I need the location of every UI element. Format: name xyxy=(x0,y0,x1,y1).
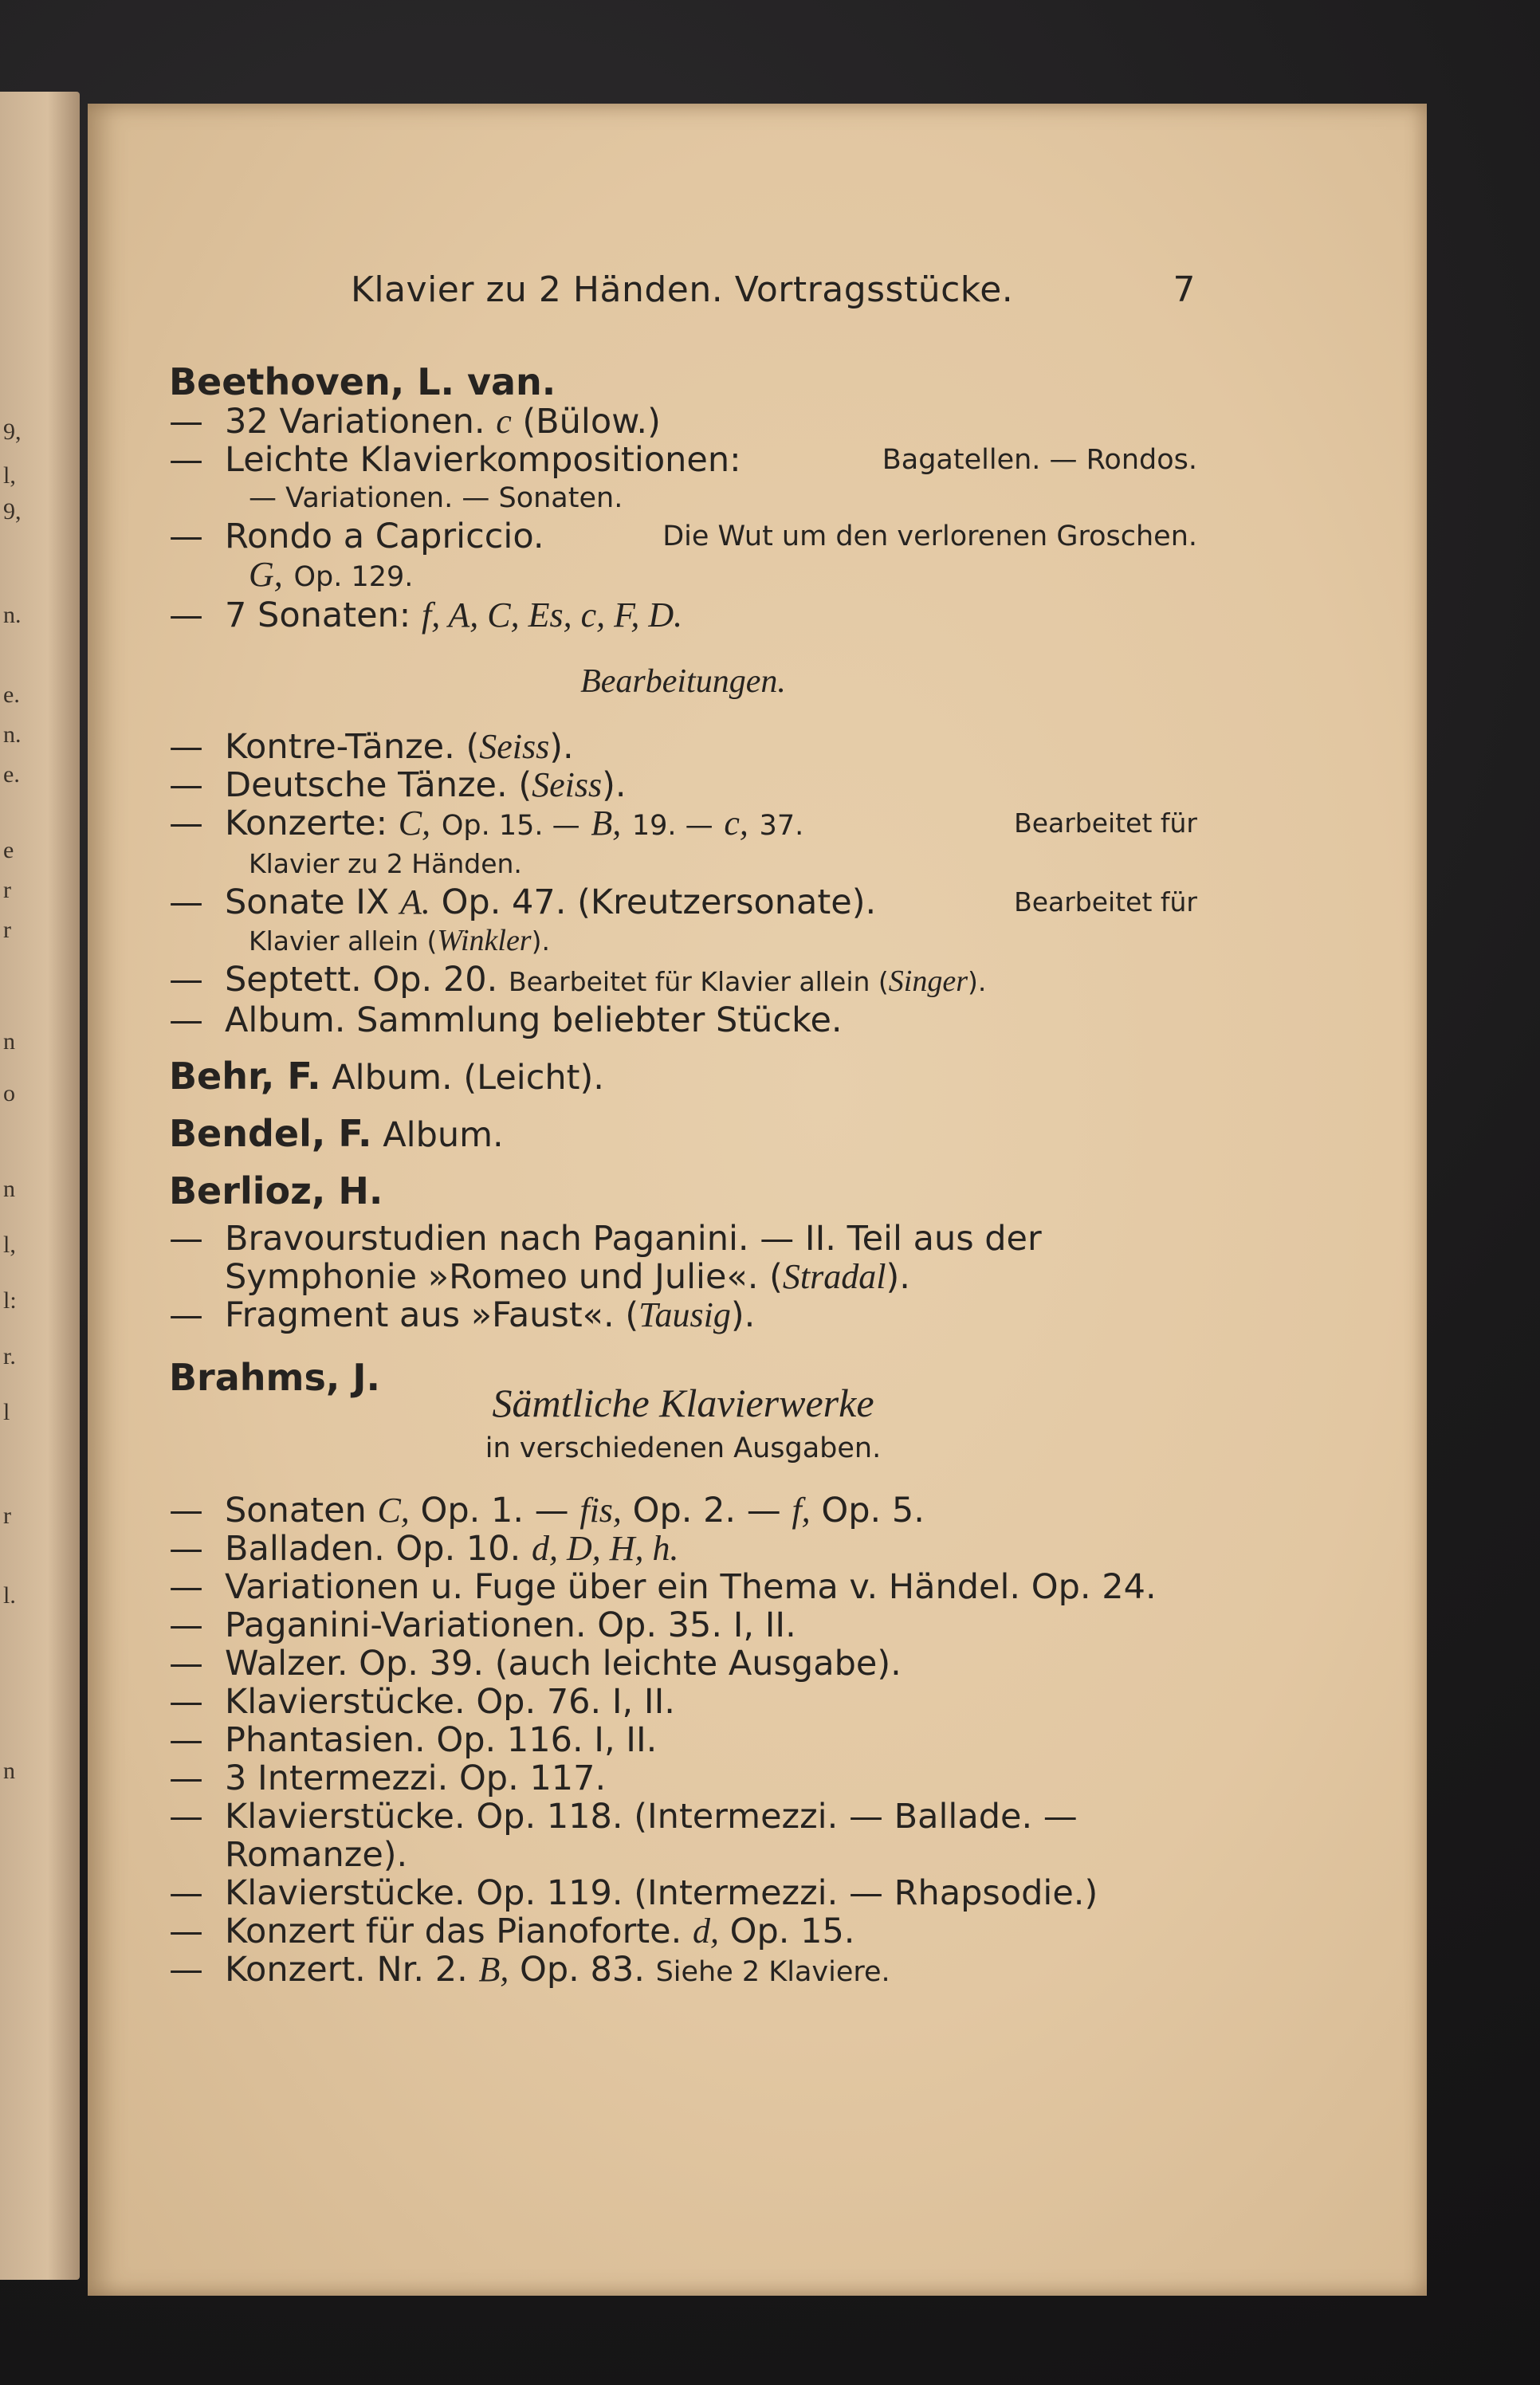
work-entry: — Sonate IX A. Op. 47. (Kreutzersonate). Bearbeitet für xyxy=(169,882,1197,922)
work-continuation xyxy=(169,556,1197,596)
dash: — xyxy=(169,1295,203,1335)
edge-fragment: r xyxy=(3,1503,11,1529)
dash: — xyxy=(169,402,203,442)
edge-fragment: 9, xyxy=(3,498,22,525)
work-note: Siehe 2 Klaviere. xyxy=(655,1956,890,1988)
arranger: Seiss xyxy=(479,727,550,766)
work-continuation: Romanze). xyxy=(225,1835,408,1875)
work-entry xyxy=(169,1874,1197,1912)
work-entry xyxy=(169,403,1197,441)
dash: — xyxy=(169,1000,203,1040)
work-title: Kontre-Tänze. ( xyxy=(225,727,480,767)
dash: — xyxy=(169,1567,203,1607)
edge-fragment: n. xyxy=(3,602,22,628)
work-continuation: — Variationen. — Sonaten. xyxy=(249,482,623,514)
left-edge-fragments xyxy=(0,92,80,2280)
arranger: Tausig xyxy=(638,1295,731,1334)
work-title: Phantasien. Op. 116. I, II. xyxy=(225,1720,658,1760)
edge-fragment: r xyxy=(3,877,11,903)
dash: — xyxy=(169,882,203,922)
work-entry: — Konzert. Nr. 2. B, Op. 83. Siehe 2 Klaviere. xyxy=(169,1950,890,1990)
work-title: Sonate IX xyxy=(225,882,390,922)
work-title: Klavierstücke. Op. 119. (Intermezzi. — Rhapsodie.) xyxy=(225,1873,1098,1913)
running-head xyxy=(351,269,1196,317)
work-title: Walzer. Op. 39. (auch leichte Ausgabe). xyxy=(225,1644,902,1684)
composer-name: Brahms, J. xyxy=(169,1356,380,1399)
section-heading: Bearbeitungen. xyxy=(580,663,786,700)
edge-fragment: n xyxy=(3,1028,15,1055)
edge-fragment: 9, xyxy=(3,418,22,445)
edge-fragment: r. xyxy=(3,1343,16,1369)
work-title: Album. Sammlung beliebter Stücke. xyxy=(225,1000,843,1040)
edge-fragment: l, xyxy=(3,1232,16,1258)
work-entry xyxy=(169,441,1197,479)
work-entry xyxy=(169,1220,1197,1258)
dash: — xyxy=(169,1219,203,1259)
composer-entry xyxy=(169,1114,1197,1154)
work-entry xyxy=(169,1606,1197,1644)
work-title: Leichte Klavierkompositionen: xyxy=(225,440,741,480)
work-entry xyxy=(169,1001,1197,1039)
work-continuation: Klavier allein (Winkler). xyxy=(249,924,550,957)
work-continuation: Symphonie »Romeo und Julie«. (Stradal). xyxy=(225,1257,910,1297)
work-note: Bagatellen. — Rondos. xyxy=(882,444,1197,476)
arranger: Winkler xyxy=(437,924,532,957)
composer-name: Berlioz, H. xyxy=(169,1169,383,1212)
dash: — xyxy=(169,1682,203,1722)
work-entry: — Konzerte: C, Op. 15. — B, 19. — c, 37. Bearbeitet für xyxy=(169,804,1197,843)
work-title: Balladen. Op. 10. xyxy=(225,1529,521,1569)
work-entry xyxy=(169,1644,1197,1683)
edge-fragment: n xyxy=(3,1758,15,1784)
work-title: Rondo a Capriccio. xyxy=(225,517,544,556)
page-number: 7 xyxy=(1173,269,1196,310)
composer-entry xyxy=(169,1057,1197,1097)
work-entry: — Konzert für das Pianoforte. d, Op. 15. xyxy=(169,1912,855,1951)
work-title: Konzerte: xyxy=(225,804,388,843)
dash: — xyxy=(169,804,203,843)
dash: — xyxy=(169,1912,203,1951)
work-title: Septett. Op. 20. xyxy=(225,960,498,1000)
dash: — xyxy=(169,1797,203,1837)
work-title: Album. (Leicht). xyxy=(332,1058,604,1098)
catalog-text xyxy=(169,360,1197,1991)
dash: — xyxy=(169,1605,203,1645)
edge-fragment: l. xyxy=(3,1582,16,1609)
work-key: G, xyxy=(249,555,283,594)
edge-fragment: l xyxy=(3,1399,10,1425)
work-title: Klavierstücke. Op. 118. (Intermezzi. — Ballade. — xyxy=(225,1797,1078,1837)
arranger: Seiss xyxy=(532,765,603,804)
work-note: Bearbeitet für xyxy=(1014,807,1197,839)
edge-fragment: r xyxy=(3,917,11,943)
composer-name: Behr, F. xyxy=(169,1055,321,1098)
dash: — xyxy=(169,440,203,480)
arranger: Singer xyxy=(888,965,968,998)
work-note: (Bülow.) xyxy=(522,402,661,442)
work-entry: — Fragment aus »Faust«. (Tausig). xyxy=(169,1295,756,1335)
dash: — xyxy=(169,1950,203,1990)
composer-entry xyxy=(169,360,1197,403)
work-title: Paganini-Variationen. Op. 35. I, II. xyxy=(225,1605,796,1645)
work-note: Die Wut um den verlorenen Groschen. xyxy=(662,521,1197,552)
dash: — xyxy=(169,765,203,805)
composer-entry xyxy=(169,1169,1197,1212)
work-entry: — Kontre-Tänze. (Seiss). xyxy=(169,727,574,767)
work-title: Deutsche Tänze. ( xyxy=(225,765,532,805)
work-title: Konzert. Nr. 2. xyxy=(225,1950,468,1990)
composer-name: Bendel, F. xyxy=(169,1112,372,1155)
work-entry: — Septett. Op. 20. Bearbeitet für Klavier allein (Singer). xyxy=(169,960,987,1000)
work-opus: Op. 129. xyxy=(293,561,414,593)
work-title: Klavierstücke. Op. 76. I, II. xyxy=(225,1682,675,1722)
work-entry xyxy=(169,1683,1197,1721)
section-heading: Sämtliche Klavierwerke xyxy=(492,1381,874,1425)
work-title: Variationen u. Fuge über ein Thema v. Händel. Op. 24. xyxy=(225,1567,1157,1607)
work-entry xyxy=(169,1798,1197,1836)
edge-fragment: l: xyxy=(3,1287,17,1314)
edge-fragment: n xyxy=(3,1176,15,1202)
running-head-title: Klavier zu 2 Händen. Vortragsstücke. xyxy=(351,269,1014,310)
work-title: Fragment aus »Faust«. ( xyxy=(225,1295,639,1335)
work-entry: — Deutsche Tänze. (Seiss). xyxy=(169,765,627,805)
edge-fragment: e xyxy=(3,837,14,863)
dash: — xyxy=(169,595,203,635)
edge-fragment: e. xyxy=(3,761,20,788)
dash: — xyxy=(169,960,203,1000)
work-title: Bravourstudien nach Paganini. — II. Teil aus der xyxy=(225,1219,1042,1259)
dash: — xyxy=(169,1758,203,1798)
work-title: Album. xyxy=(383,1115,504,1155)
work-entry: — Sonaten C, Op. 1. — fis, Op. 2. — f, Op. 5. xyxy=(169,1491,925,1530)
dash: — xyxy=(169,517,203,556)
edge-fragment: e. xyxy=(3,682,20,708)
work-note: Bearbeitet für xyxy=(1014,886,1197,917)
arranger: Stradal xyxy=(782,1257,886,1296)
work-title: Sonaten xyxy=(225,1491,367,1530)
work-entry xyxy=(169,517,1197,556)
left-page-edge xyxy=(0,92,80,2280)
work-title: 32 Variationen. xyxy=(225,402,485,442)
edge-fragment: n. xyxy=(3,721,22,748)
edge-fragment: l, xyxy=(3,462,16,489)
composer-name: Beethoven, L. van. xyxy=(169,360,556,403)
dash: — xyxy=(169,727,203,767)
dash: — xyxy=(169,1720,203,1760)
dash: — xyxy=(169,1873,203,1913)
edge-fragment: o xyxy=(3,1080,15,1106)
work-title: 7 Sonaten: xyxy=(225,595,411,635)
work-title: 3 Intermezzi. Op. 117. xyxy=(225,1758,607,1798)
work-entry xyxy=(169,1759,1197,1798)
work-title: Konzert für das Pianoforte. xyxy=(225,1912,682,1951)
work-entry xyxy=(169,1721,1197,1759)
work-key: c xyxy=(496,402,512,441)
work-entry xyxy=(169,1568,1197,1606)
dash: — xyxy=(169,1644,203,1684)
work-entry: — Balladen. Op. 10. d, D, H, h. xyxy=(169,1529,679,1569)
work-entry xyxy=(169,596,1197,635)
section-subheading: in verschiedenen Ausgaben. xyxy=(485,1432,882,1464)
work-continuation: Klavier zu 2 Händen. xyxy=(249,848,522,879)
dash: — xyxy=(169,1529,203,1569)
dash: — xyxy=(169,1491,203,1530)
work-keys: f, A, C, Es, c, F, D. xyxy=(421,595,683,635)
